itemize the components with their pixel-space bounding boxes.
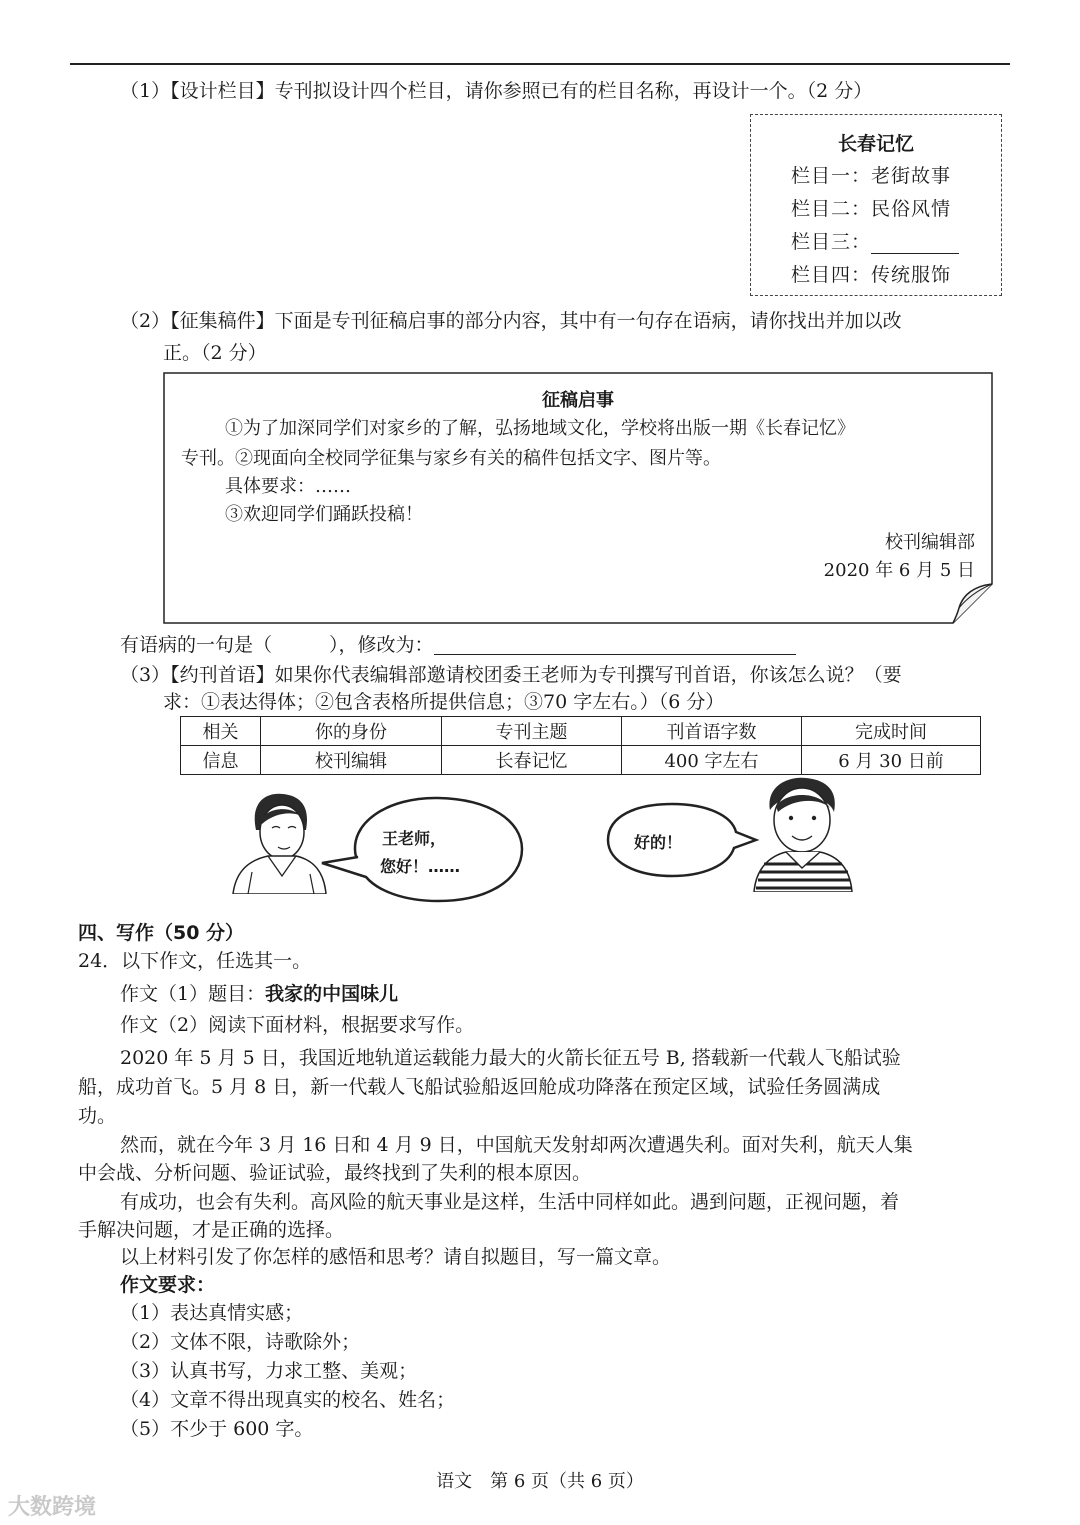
table-value-deadline: 6 月 30 日前 (802, 746, 981, 775)
essay-option-1 (120, 985, 398, 1004)
column-row-2: 栏目二：民俗风情 (791, 198, 952, 220)
notice-line-3: 具体要求：…… (225, 476, 351, 497)
table-header-identity: 你的身份 (261, 717, 442, 746)
material-p4: 以上材料引发了你怎样的感悟和思考？请自拟题目，写一篇文章。 (120, 1246, 672, 1268)
q2-answer-blank[interactable] (434, 637, 796, 655)
table-value-length: 400 字左右 (622, 746, 802, 775)
column-row-3 (791, 227, 959, 254)
requirement-2: （2）文体不限，诗歌除外； (120, 1331, 361, 1353)
speech-bubble-left (318, 793, 528, 905)
q2-line-1: （2）【征集稿件】下面是专刊征稿启事的部分内容，其中有一句存在语病，请你找出并加以改 (120, 310, 902, 332)
writing-heading: 四、写作（50 分） (78, 922, 245, 944)
table-label-2: 信息 (181, 746, 261, 775)
page-footer: 语文 第 6 页（共 6 页） (436, 1471, 644, 1492)
material-p3-l2: 手解决问题，才是正确的选择。 (78, 1219, 345, 1241)
notice-line-2: 专刊。②现面向全校同学征集与家乡有关的稿件包括文字、图片等。 (181, 448, 721, 469)
requirement-4: （4）文章不得出现真实的校名、姓名； (120, 1389, 456, 1411)
material-p1-l1: 2020 年 5 月 5 日，我国近地轨道运载能力最大的火箭长征五号 B, 搭载新一代载人飞船试验 (120, 1047, 901, 1069)
q3-line-2: 求：①表达得体；②包含表格所提供信息；③70 字左右。）（6 分） (163, 691, 725, 713)
student-figure-icon (228, 790, 328, 894)
column-box-title: 长春记忆 (837, 133, 914, 155)
q2-line-2: 正。（2 分） (163, 342, 267, 364)
essay-option-1-prefix: 作文（1）题目： (120, 983, 266, 1005)
notice-line-4: ③欢迎同学们踊跃投稿！ (225, 504, 423, 525)
column-box (750, 114, 1002, 296)
notice-title: 征稿启事 (542, 390, 614, 411)
requirements-title: 作文要求： (120, 1274, 216, 1296)
table-label-1: 相关 (181, 717, 261, 746)
notice-card (163, 372, 993, 624)
q1-text: （1）【设计栏目】专刊拟设计四个栏目，请你参照已有的栏目名称，再设计一个。（2 分） (120, 80, 873, 102)
bubble-left-line-2: 您好！…… (380, 857, 461, 876)
top-rule (70, 63, 1010, 65)
requirement-1: （1）表达真情实感； (120, 1302, 304, 1324)
requirement-5: （5）不少于 600 字。 (120, 1418, 314, 1440)
q24-text: 24．以下作文，任选其一。 (78, 950, 312, 972)
table-value-theme: 长春记忆 (442, 746, 622, 775)
material-p2-l1: 然而，就在今年 3 月 16 日和 4 月 9 日，中国航天发射却两次遭遇失利。面对失利，航天人集 (120, 1134, 913, 1156)
q2-answer-line (120, 636, 796, 655)
essay-option-1-title: 我家的中国味儿 (265, 983, 399, 1005)
table-header-theme: 专刊主题 (442, 717, 622, 746)
column-row-4: 栏目四：传统服饰 (791, 264, 952, 286)
material-p1-l3: 功。 (78, 1105, 117, 1127)
column-row-1: 栏目一：老街故事 (791, 165, 952, 187)
bubble-left-line-1: 王老师， (382, 829, 447, 848)
table-header-deadline: 完成时间 (802, 717, 981, 746)
table-header-length: 刊首语字数 (622, 717, 802, 746)
material-p3-l1: 有成功，也会有失利。高风险的航天事业是这样，生活中同样如此。遇到问题，正视问题，着 (120, 1191, 900, 1213)
teacher-figure-icon (750, 776, 856, 892)
material-p2-l2: 中会战、分析问题、验证试验，最终找到了失利的根本原因。 (78, 1162, 592, 1184)
bubble-right-text: 好的！ (634, 833, 683, 852)
material-p1-l2: 船，成功首飞。5 月 8 日，新一代载人飞船试验船返回舱成功降落在预定区域，试验任务圆满成 (78, 1076, 881, 1098)
requirement-3: （3）认真书写，力求工整、美观； (120, 1360, 418, 1382)
q2-answer-label: 有语病的一句是（ ），修改为： (120, 634, 434, 656)
notice-date: 2020 年 6 月 5 日 (823, 560, 975, 581)
table-value-identity: 校刊编辑 (261, 746, 442, 775)
watermark: 大数跨境 (8, 1495, 97, 1520)
column-three-blank[interactable] (871, 236, 959, 254)
info-table (180, 716, 981, 775)
notice-sign: 校刊编辑部 (885, 532, 975, 553)
essay-option-2: 作文（2）阅读下面材料，根据要求写作。 (120, 1014, 475, 1036)
notice-line-1: ①为了加深同学们对家乡的了解，弘扬地域文化，学校将出版一期《长春记忆》 (225, 418, 855, 439)
column-row-3-label: 栏目三： (791, 231, 872, 253)
q3-line-1: （3）【约刊首语】如果你代表编辑部邀请校团委王老师为专刊撰写刊首语，你该怎么说？（要 (120, 664, 902, 686)
